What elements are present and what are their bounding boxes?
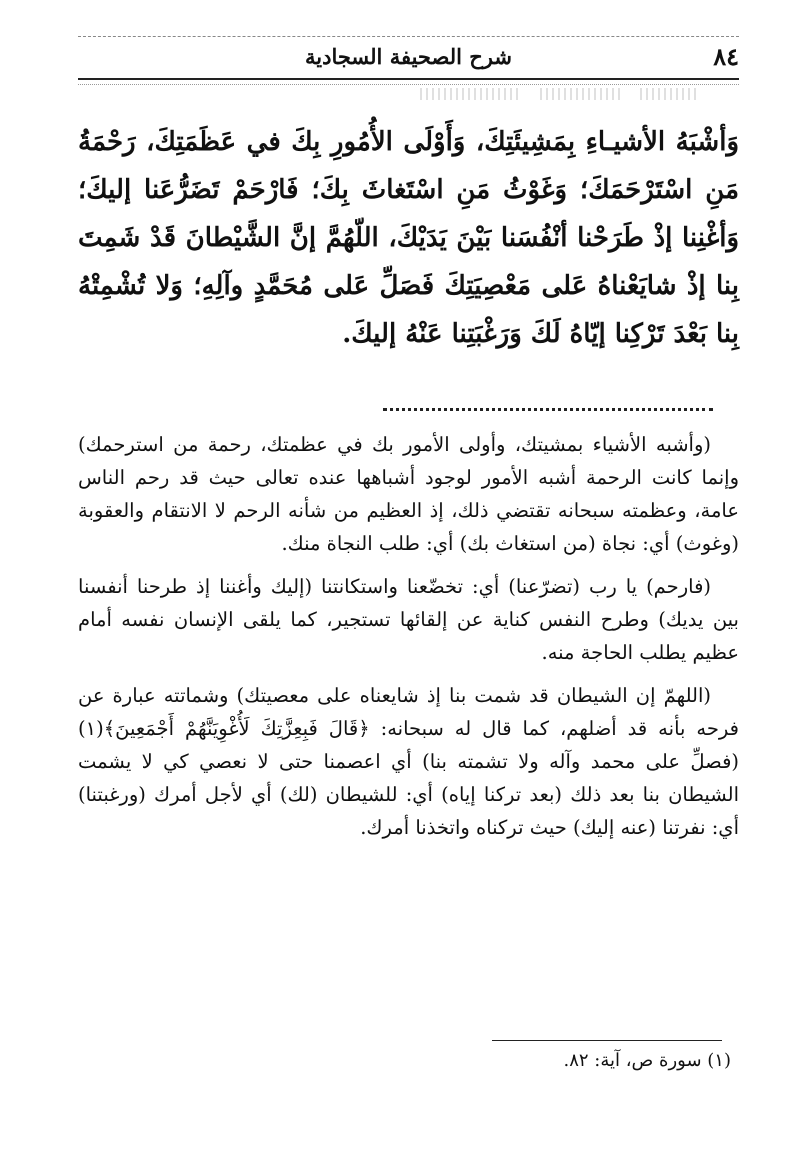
page-header (78, 40, 739, 74)
section-divider (383, 408, 713, 411)
print-smudge (420, 88, 520, 100)
print-smudge (640, 88, 700, 100)
commentary (78, 428, 739, 854)
print-smudge (540, 88, 620, 100)
footnote-rule (492, 1040, 722, 1041)
header-rule-dotted (78, 84, 739, 85)
prayer-text: وَأشْبَهُ الأشيـاءِ بِمَشِيئَتِكَ، وَأَوْلَى الأُمُورِ بِكَ في عَظَمَتِكَ، رَحْمَةُ مَنِ اسْتَرْحَمَكَ؛ وَغَوْثُ مَنِ اسْتَغاثَ بِكَ؛ فَارْحَمْ تَضَرُّعَنا إليكَ؛ وَأغْنِنا إذْ طَرَحْنا أنْفُسَنا بَيْنَ يَدَيْكَ، اللّهُمَّ إنَّ الشَّيْطانَ قَدْ شَمِتَ بِنا إذْ شايَعْناهُ عَلى مَعْصِيَتِكَ فَصَلِّ عَلى مُحَمَّدٍ وآلِهِ؛ وَلا تُشْمِتْهُ بِنا بَعْدَ تَرْكِنا إيّاهُ لَكَ وَرَغْبَتِنا عَنْهُ إليكَ. (78, 127, 739, 349)
top-rule (78, 36, 739, 37)
footnote: (١) سورة ص، آية: ٨٢. (563, 1050, 731, 1071)
commentary-paragraph: (اللهمّ إن الشيطان قد شمت بنا إذ شايعناه على معصيتك) وشماتته عبارة عن فرحه بأنه قد أضلهم، كما قال له سبحانه: ﴿قَالَ فَبِعِزَّتِكَ لَأُغْوِيَنَّهُمْ أَجْمَعِينَ﴾(١) (فصلِّ على محمد وآله ولا تشمته بنا) أي اعصمنا حتى لا نعصي كي لا يشمت الشيطان بنا بعد ذلك (بعد تركنا إياه) أي: للشيطان (لك) أي لأجل أمرك (ورغبتنا) أي: نفرتنا (عنه إليك) حيث تركناه واتخذنا أمرك. (78, 684, 739, 839)
commentary-paragraph: (فارحم) يا رب (تضرّعنا) أي: تخضّعنا واستكانتنا (إليك وأغننا إذ طرحنا أنفسنا بين يديك) وطرح النفس كناية عن إلقائها تستجير، كما يلقى الإنسان نفسه أمام عظيم يطلب الحاجة منه. (78, 575, 739, 664)
running-title: شرح الصحيفة السجادية (305, 44, 512, 69)
header-rule (78, 78, 739, 80)
page-number: ٨٤ (713, 42, 739, 71)
commentary-paragraph: (وأشبه الأشياء بمشيتك، وأولى الأمور بك في عظمتك، رحمة من استرحمك) وإنما كانت الرحمة أشبه الأمور لوجود أشباهها عنده تعالى حيث قد رحم الناس عامة، وعظمته سبحانه تقتضي ذلك، إذ العظيم من شأنه الرحم لا الانتقام والعقوبة (وغوث) أي: نجاة (من استغاث بك) أي: طلب النجاة منك. (78, 433, 739, 555)
